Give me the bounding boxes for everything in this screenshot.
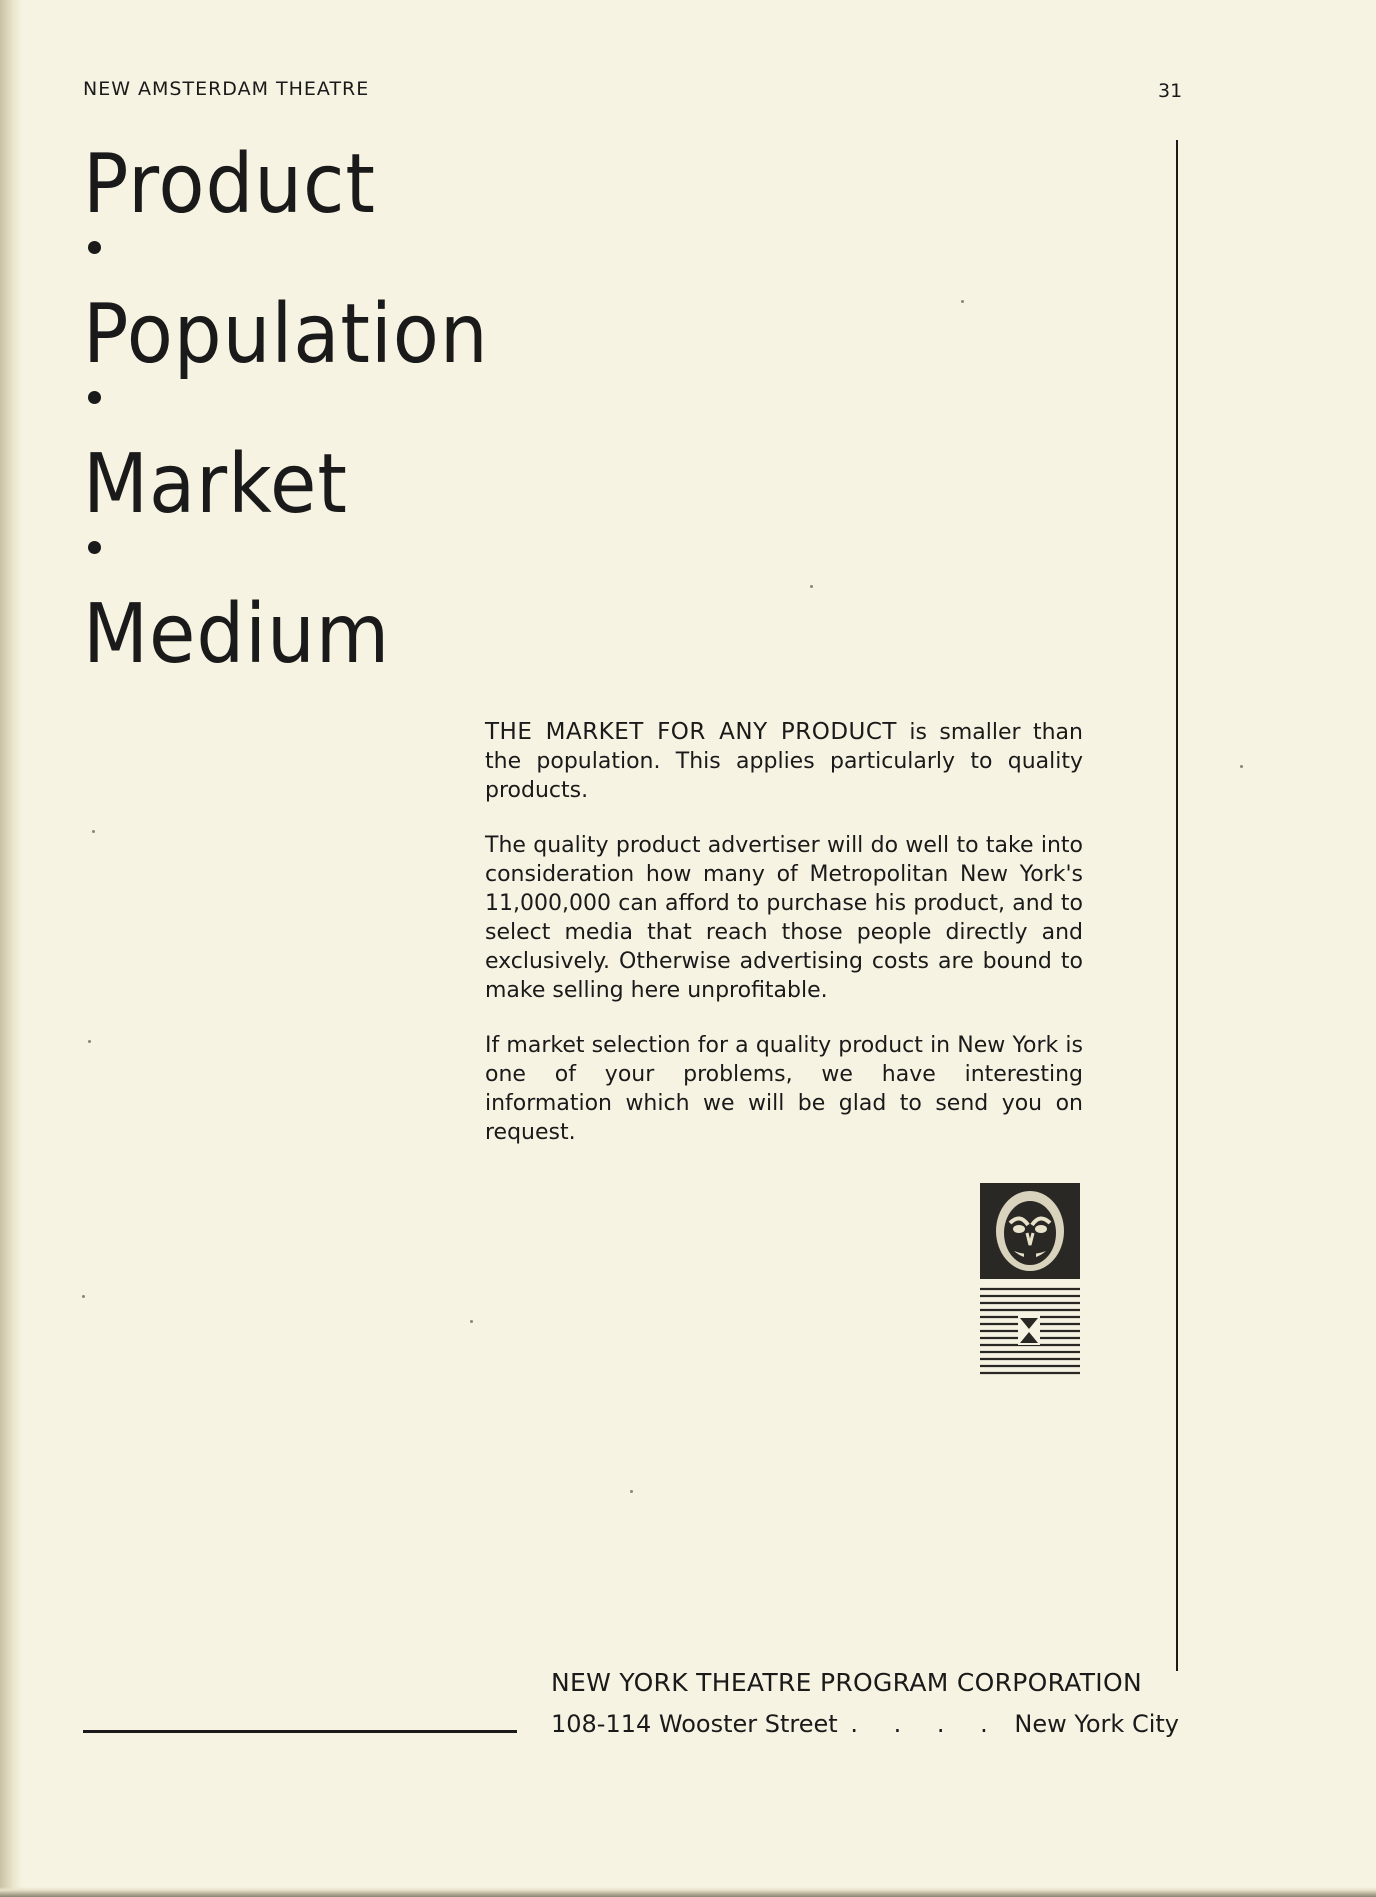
theatre-mask-logo-icon (980, 1183, 1080, 1381)
paragraph-2: The quality product advertiser will do well to take into consideration how many of Metropolitan New York's 11,000,000 can afford to purchase his product, and to select media that reach those people directly and exclusively. Otherwise advertising costs are bound to make selling here unprofitable. (485, 833, 1083, 1003)
page-bottom-shadow (0, 1887, 1376, 1897)
paragraph-1 (485, 718, 1083, 805)
footer-rule (83, 1730, 517, 1733)
footer-street: 108-114 Wooster Street (551, 1710, 838, 1738)
footer-address (551, 1710, 1179, 1738)
bullet-icon (88, 241, 101, 254)
paper-speck (810, 585, 813, 588)
paper-speck (961, 300, 964, 303)
paragraph-3: If market selection for a quality product in New York is one of your problems, we have interesting information which we will be glad to send you on request. (485, 1033, 1083, 1145)
vertical-rule (1176, 140, 1178, 1671)
bullet-icon (88, 541, 101, 554)
headline-word-medium: Medium (83, 587, 391, 682)
footer-dots: . . . . (850, 1710, 1002, 1738)
paragraph-1-text: is smaller than the population. This applies particularly to quality products. (485, 720, 1083, 803)
body-copy (485, 718, 1083, 1173)
running-head: NEW AMSTERDAM THEATRE (83, 78, 370, 100)
paragraph-lead-caps: THE MARKET FOR ANY PRODUCT (485, 719, 897, 745)
page-edge-shadow (0, 0, 22, 1897)
paper-speck (82, 1295, 85, 1298)
footer-corporation: NEW YORK THEATRE PROGRAM CORPORATION (551, 1668, 1142, 1697)
footer-city: New York City (1014, 1710, 1179, 1738)
headline-word-population: Population (83, 287, 489, 382)
headline-word-product: Product (83, 137, 376, 232)
paper-speck (630, 1490, 633, 1493)
headline-word-market: Market (83, 437, 348, 532)
paper-speck (470, 1320, 473, 1323)
paper-speck (1240, 765, 1243, 768)
paper-speck (92, 830, 95, 833)
page-number: 31 (1158, 80, 1183, 102)
headline (83, 135, 524, 685)
bullet-icon (88, 391, 101, 404)
paper-speck (88, 1040, 91, 1043)
